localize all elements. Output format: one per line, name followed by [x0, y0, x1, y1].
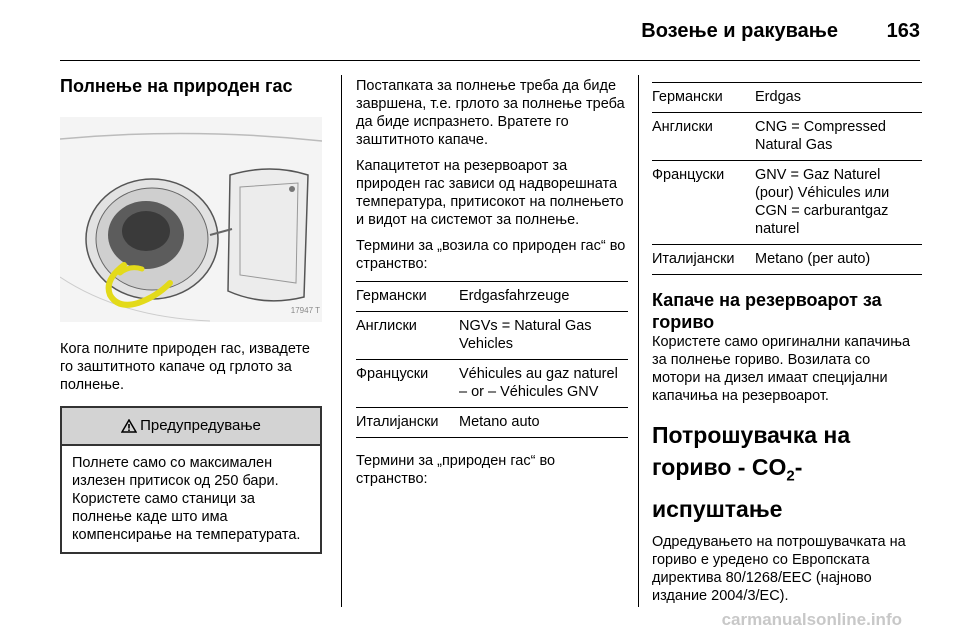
table-row — [356, 282, 628, 312]
term-language: Француски — [652, 167, 725, 183]
term-language: Италијански — [652, 251, 735, 267]
refuel-paragraph: Постапката за полнење треба да биде завршена, т.е. грлото за полнење треба да биде испразнето. Вратете го заштитното капаче. — [356, 78, 625, 148]
fuel-cap-heading: Капаче на резервоарот за гориво — [652, 290, 882, 332]
terms-vehicles-intro: Термини за „возила со природен гас“ во странство: — [356, 238, 626, 272]
page-number: 163 — [886, 20, 920, 42]
column-1 — [60, 70, 322, 554]
table-row — [356, 408, 628, 438]
column-divider — [638, 75, 639, 607]
term-value: GNV = Gaz Naturel (pour) Véhicules или CGN = carburantgaz naturel — [755, 167, 890, 237]
table-row — [652, 83, 922, 113]
warning-triangle-icon — [121, 419, 137, 433]
fuel-consumption-heading — [652, 419, 922, 525]
page-header — [60, 0, 920, 61]
capacity-paragraph: Капацитетот на резервоарот за природен гас зависи од надворешната температура, притисокот на полнењето и видот на системот за полнење. — [356, 158, 624, 228]
term-value: Metano auto — [459, 414, 540, 430]
cng-refuel-heading: Полнење на природен гас — [60, 76, 293, 96]
table-row — [652, 161, 922, 245]
column-divider — [341, 75, 342, 607]
warning-text: Полнете само со максимален излезен притисок од 250 бари. Користете само станици за полнење каде што има компенсирање на температурата. — [72, 455, 301, 543]
term-language: Англиски — [356, 318, 417, 334]
table-row — [356, 360, 628, 408]
term-value: Metano (per auto) — [755, 251, 871, 267]
watermark: carmanualsonline.info — [721, 610, 902, 629]
term-value: NGVs = Natural Gas Vehicles — [459, 318, 592, 352]
vehicle-terms-table — [356, 281, 628, 438]
warning-header — [62, 408, 320, 446]
warning-title: Предупредување — [140, 417, 261, 434]
term-value: CNG = Compressed Natural Gas — [755, 119, 886, 153]
gas-terms-table — [652, 82, 922, 275]
column-2 — [356, 77, 628, 488]
table-row — [652, 113, 922, 161]
warning-box — [60, 406, 322, 554]
table-row — [652, 245, 922, 275]
term-value: Erdgas — [755, 89, 801, 105]
fuel-cap-paragraph: Користете само оригинални капачиња за полнење гориво. Возилата со мотори на дизел имаат специјални капачиња на резервоарот. — [652, 334, 911, 404]
refuel-instruction: Кога полните природен гас, извадете го заштитното капаче од грлото за полнење. — [60, 341, 310, 393]
section-title: Возење и ракување — [641, 20, 838, 42]
heading-text: Потрошувачка на гориво - CO — [652, 422, 851, 480]
column-3 — [652, 82, 922, 605]
table-row — [356, 312, 628, 360]
term-language: Германски — [356, 288, 427, 304]
term-language: Италијански — [356, 414, 439, 430]
term-language: Француски — [356, 366, 429, 382]
terms-gas-intro: Термини за „природен гас“ во странство: — [356, 453, 556, 487]
term-value: Véhicules au gaz naturel – or – Véhicules GNV — [459, 366, 618, 400]
heading-text: -испуштање — [652, 454, 803, 522]
fuel-consumption-paragraph: Одредувањето на потрошувачката на гориво е уредено со Европската директива 80/1268/EEC (најново издание 2004/3/EC). — [652, 533, 906, 604]
fuel-filler-photo — [60, 117, 322, 322]
term-language: Германски — [652, 89, 723, 105]
term-value: Erdgasfahrzeuge — [459, 288, 570, 304]
photo-number: 17947 T — [290, 306, 320, 315]
term-language: Англиски — [652, 119, 713, 135]
heading-subscript: 2 — [786, 467, 795, 485]
